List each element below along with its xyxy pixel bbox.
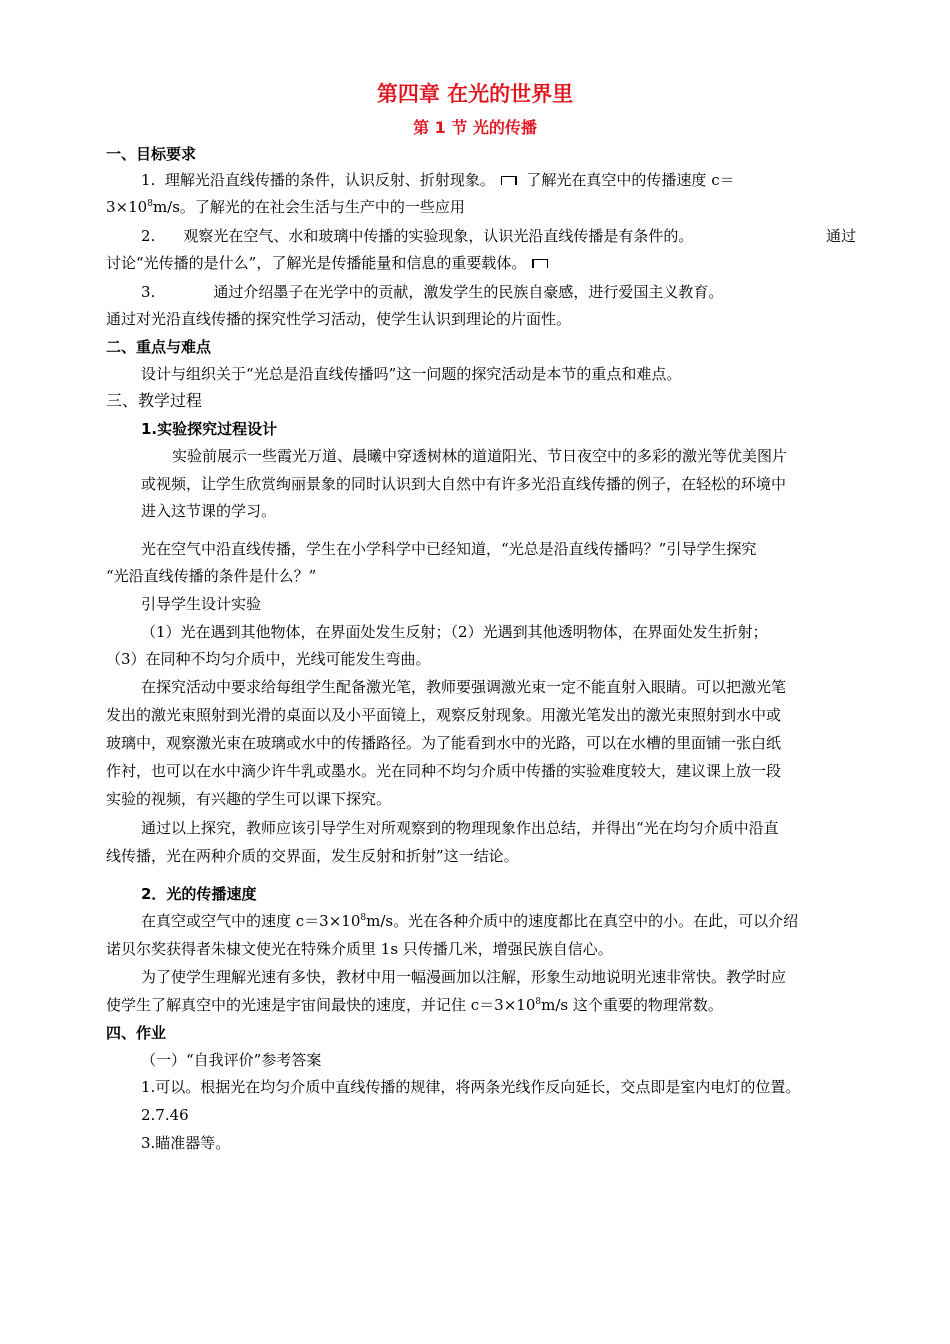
heading-homework: 四、作业 — [106, 1024, 167, 1042]
goal-3-number: 3. — [141, 283, 156, 301]
goal-2-tail: 通过 — [826, 227, 857, 245]
paragraph-7-exponent: 8 — [360, 913, 367, 923]
paragraph-1-line-3: 进入这节课的学习。 — [141, 502, 277, 520]
goal-1-speed-exponent: 8 — [147, 199, 153, 209]
paragraph-3: 引导学生设计实验 — [141, 595, 262, 613]
goal-2-number: 2. — [141, 227, 156, 245]
paragraph-7-text-b: m/s。光在各种介质中的速度都比在真空中的小。在此，可以介绍 — [366, 912, 799, 930]
goal-1-text-c: m/s。了解光的在社会生活与生产中的一些应用 — [152, 198, 465, 216]
goal-1-speed-base: 3×10 — [106, 198, 148, 216]
answer-3: 3.瞄准器等。 — [141, 1134, 231, 1152]
goal-2-line-1 — [141, 226, 693, 246]
paragraph-7-line-2: 诺贝尔奖获得者朱棣文使光在特殊介质里 1s 只传播几米，增强民族自信心。 — [106, 940, 613, 958]
goal-1-text-a: 理解光沿直线传播的条件，认识反射、折射现象。 — [164, 171, 495, 189]
heading-teaching-process: 三、教学过程 — [106, 391, 203, 410]
paragraph-5-line-1: 在探究活动中要求给每组学生配备激光笔，教师要强调激光束一定不能直射入眼睛。可以把激光笔 — [141, 678, 787, 696]
goal-1-line-2 — [106, 197, 465, 217]
paragraph-5-line-4: 作衬，也可以在水中滴少许牛乳或墨水。光在同种不均匀介质中传播的实验难度较大，建议课上放一段 — [106, 762, 782, 780]
subheading-experiment-design: 1.实验探究过程设计 — [141, 420, 278, 438]
goal-2-text-c: 讨论“光传播的是什么”，了解光是传播能量和信息的重要载体。 — [106, 254, 527, 272]
paragraph-6-line-1: 通过以上探究，教师应该引导学生对所观察到的物理现象作出总结，并得出“光在均匀介质中沿直 — [141, 819, 779, 837]
paragraph-8-line-2 — [106, 995, 723, 1015]
paragraph-5-line-5: 实验的视频，有兴趣的学生可以课下探究。 — [106, 790, 392, 808]
key-points-text: 设计与组织关于“光总是沿直线传播吗”这一问题的探究活动是本节的重点和难点。 — [141, 365, 682, 383]
paragraph-5-line-3: 玻璃中，观察激光束在玻璃或水中的传播路径。为了能看到水中的光路，可以在水槽的里面铺一张白纸 — [106, 734, 782, 752]
homework-subheading: （一）“自我评价”参考答案 — [141, 1051, 322, 1069]
paragraph-7-line-1 — [141, 911, 798, 931]
bracket-mark-icon — [501, 176, 517, 187]
paragraph-4-line-1: （1）光在遇到其他物体，在界面处发生反射；（2）光遇到其他透明物体，在界面处发生折射； — [141, 623, 768, 641]
paragraph-1-line-1: 实验前展示一些霞光万道、晨曦中穿透树林的道道阳光、节日夜空中的多彩的激光等优美图片 — [172, 447, 788, 465]
goal-3-text-a: 通过介绍墨子在光学中的贡献，激发学生的民族自豪感，进行爱国主义教育。 — [213, 283, 724, 301]
paragraph-8-exponent: 8 — [535, 997, 542, 1007]
bracket-mark-icon — [532, 259, 548, 270]
paragraph-2-line-2: “光沿直线传播的条件是什么？” — [106, 567, 317, 585]
paragraph-4-line-2: （3）在同种不均匀介质中，光线可能发生弯曲。 — [106, 650, 431, 668]
section-title: 第 1 节 光的传播 — [413, 118, 537, 137]
goal-1-number: 1. — [141, 171, 156, 189]
goal-1-line-1 — [141, 170, 735, 190]
paragraph-8-line-1: 为了使学生理解光速有多快，教材中用一幅漫画加以注解，形象生动地说明光速非常快。教学时应 — [141, 968, 787, 986]
paragraph-2-line-1: 光在空气中沿直线传播，学生在小学科学中已经知道，“光总是沿直线传播吗？”引导学生探究 — [141, 540, 757, 558]
answer-1: 1.可以。根据光在均匀介质中直线传播的规律，将两条光线作反向延长，交点即是室内电灯的位置。 — [141, 1078, 801, 1096]
answer-2: 2.7.46 — [141, 1106, 189, 1124]
chapter-title: 第四章 在光的世界里 — [376, 82, 574, 106]
goal-2-text-a: 观察光在空气、水和玻璃中传播的实验现象，认识光沿直线传播是有条件的。 — [183, 227, 694, 245]
paragraph-7-text-a: 在真空或空气中的速度 c＝3×10 — [141, 912, 361, 930]
paragraph-8-text-a: 使学生了解真空中的光速是宇宙间最快的速度，并记住 c＝3×10 — [106, 996, 536, 1014]
subheading-light-speed: 2．光的传播速度 — [141, 885, 257, 903]
goal-3-line-1 — [141, 282, 723, 302]
paragraph-6-line-2: 线传播，光在两种介质的交界面，发生反射和折射”这一结论。 — [106, 847, 519, 865]
paragraph-8-text-b: m/s 这个重要的物理常数。 — [541, 996, 723, 1014]
goal-2-line-2 — [106, 253, 548, 273]
paragraph-5-line-2: 发出的激光束照射到光滑的桌面以及小平面镜上，观察反射现象。用激光笔发出的激光束照射到水中或 — [106, 706, 782, 724]
paragraph-1-line-2: 或视频，让学生欣赏绚丽景象的同时认识到大自然中有许多光沿直线传播的例子，在轻松的环境中 — [141, 475, 787, 493]
goal-3-line-2: 通过对光沿直线传播的探究性学习活动，使学生认识到理论的片面性。 — [106, 310, 572, 328]
heading-goals: 一、目标要求 — [106, 145, 197, 163]
goal-1-text-b: 了解光在真空中的传播速度 c＝ — [526, 171, 735, 189]
heading-key-points: 二、重点与难点 — [106, 338, 212, 356]
